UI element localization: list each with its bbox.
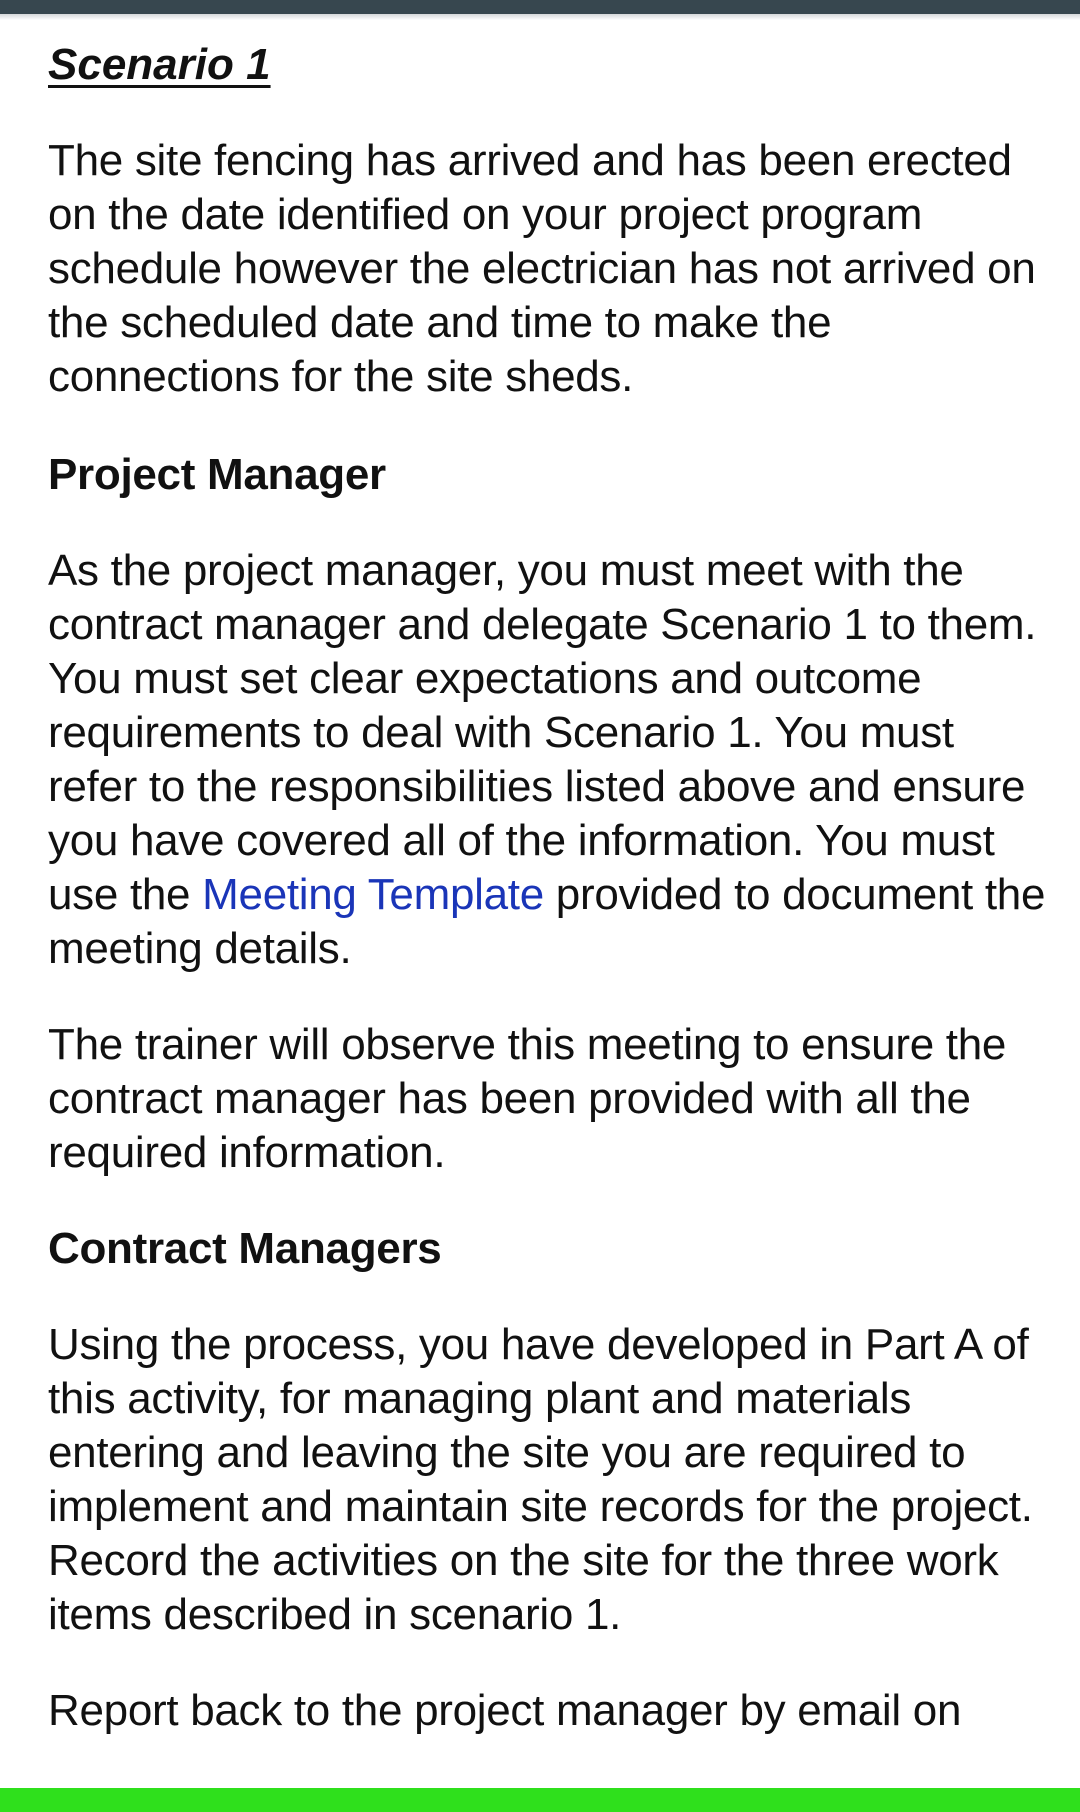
- scenario-title: Scenario 1: [48, 40, 271, 89]
- scenario-description: The site fencing has arrived and has been erected on the date identified on your project program schedule however the electrician has not arrived on the scheduled date and time to make the connections for the site sheds.: [48, 136, 1036, 401]
- project-manager-text-end: provided to document the meeting details.: [48, 870, 1046, 973]
- report-back-instructions: Report back to the project manager by email on: [48, 1686, 962, 1735]
- trainer-observation-note: The trainer will observe this meeting to ensure the contract manager has been provided with all the required information.: [48, 1020, 1007, 1177]
- contract-managers-instructions: Using the process, you have developed in Part A of this activity, for managing plant and materials entering and leaving the site you are required to implement and maintain site records for the project. Record the activities on the site for the three work items described in scenario 1.: [48, 1320, 1033, 1639]
- heading-project-manager: Project Manager: [48, 450, 386, 499]
- document-content: [48, 36, 1048, 1738]
- project-manager-instructions: [48, 544, 1048, 976]
- top-bar-shadow: [0, 14, 1080, 20]
- project-manager-text-start: As the project manager, you must meet with the contract manager and delegate Scenario 1 to them. You must set clear expectations and outcome requirements to deal with Scenario 1. You must refer to the responsibilities listed above and ensure you have covered all of the information. You must use the: [48, 546, 1037, 919]
- meeting-template-link[interactable]: Meeting Template: [202, 870, 544, 919]
- bottom-accent-bar: [0, 1788, 1080, 1812]
- top-app-bar: [0, 0, 1080, 14]
- heading-contract-managers: Contract Managers: [48, 1224, 442, 1273]
